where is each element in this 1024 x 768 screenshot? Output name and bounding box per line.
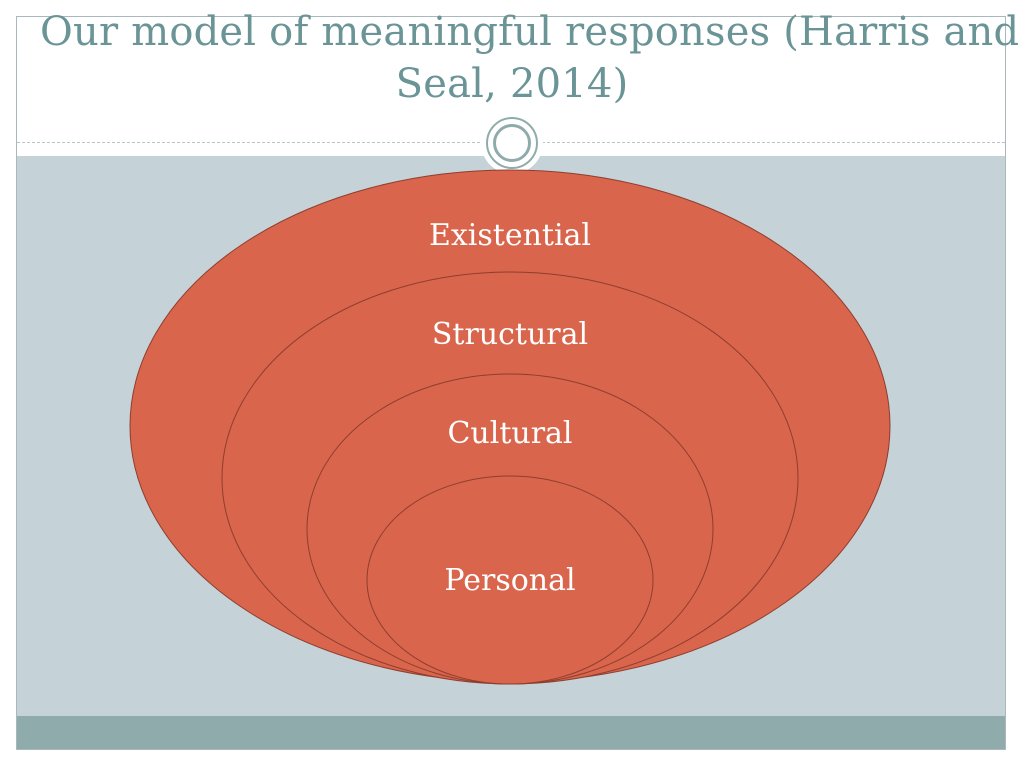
slide-title-line-2: Seal, 2014) — [395, 61, 629, 107]
label-structural: Structural — [431, 317, 589, 352]
label-personal: Personal — [444, 563, 576, 598]
slide-title-line-1: Our model of meaningful responses (Harris and — [40, 9, 1020, 55]
label-existential: Existential — [428, 218, 592, 253]
label-cultural: Cultural — [447, 416, 573, 451]
